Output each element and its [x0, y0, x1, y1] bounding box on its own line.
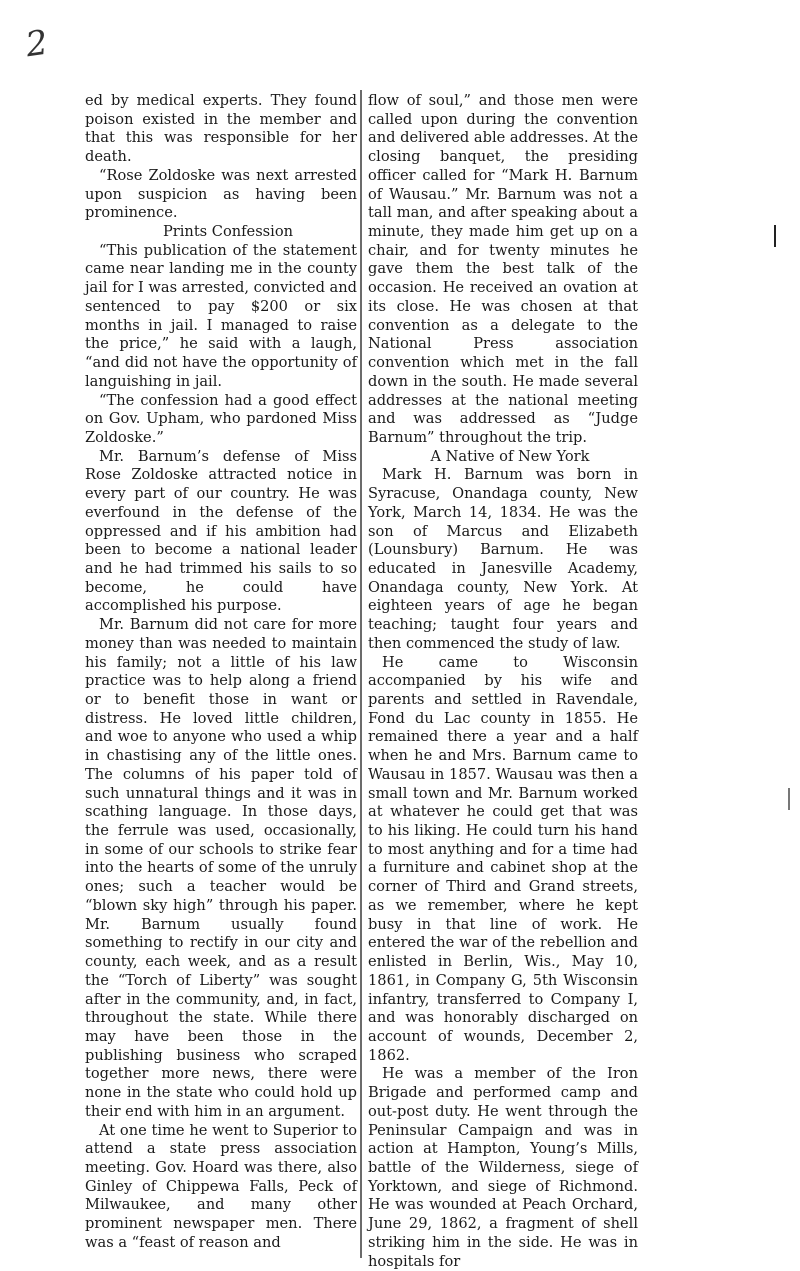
paragraph: “The confession had a good effect on Gov. Upham, who pardoned Miss Zoldoske.”	[85, 391, 357, 446]
paragraph: Mr. Barnum did not care for more money than was needed to maintain his family; not a little of his law practice was to help along a friend or to benefit those in want or distress. He loved little children, and woe to anyone who used a whip in chastising any of the little ones. The columns of his paper told of such unnatural things and it was in scathing language. In those days, the ferrule was used, occasionally, in some of our schools to strike fear into the hearts of some of the unruly ones; such a teacher would be “blown sky high” through his paper. Mr. Barnum usually found something to rectify in our city and county, each week, and as a result the “Torch of Liberty” was sought after in the community, and, in fact, throughout the state. While there may have been those in the publishing business who scraped together more news, there were none in the state who could hold up their end with him in an argument.	[85, 616, 357, 1120]
paragraph: Mark H. Barnum was born in Syracuse, Onandaga county, New York, March 14, 1834. He was the son of Marcus and Elizabeth (Lounsbury) Barnum. He was educated in Janesville Academy, Onandaga county, New York. At eighteen years of age he began teaching; taught four years and then commenced the study of law.	[368, 466, 638, 652]
paragraph: He was a member of the Iron Brigade and performed camp and out-post duty. He went through the Peninsular Campaign and was in action at Hampton, Young’s Mills, battle of the Wilderness, siege of Yorktown, and siege of Richmond. He was wounded at Peach Orchard, June 29, 1862, a fragment of shell striking him in the side. He was in hospitals for	[368, 1065, 638, 1270]
left-column	[85, 92, 357, 1253]
paragraph: “Rose Zoldoske was next arrested upon suspicion as having been prominence.	[85, 166, 357, 222]
paragraph: At one time he went to Superior to attend a state press association meeting. Gov. Hoard was there, also Ginley of Chippewa Falls, Peck of Milwaukee, and many other prominent newspaper men. There was a “feast of reason and	[85, 1121, 357, 1251]
paragraph: Mr. Barnum’s defense of Miss Rose Zoldoske attracted notice in every part of our country. He was everfound in the defense of the oppressed and if his ambition had been to become a national leader and he had trimmed his sails to so become, he could have accomplished his purpose.	[85, 447, 357, 615]
subheading-prints-confession: Prints Confession	[162, 223, 294, 241]
right-column	[368, 92, 638, 1271]
paragraph: ed by medical experts. They found poison existed in the member and that this was responsible for her death.	[85, 92, 357, 166]
paragraph: flow of soul,” and those men were called upon during the convention and delivered able addresses. At the closing banquet, the presiding officer called for “Mark H. Barnum of Wausau.” Mr. Barnum was not a tall man, and after speaking about a minute, they made him get up on a chair, and for twenty minutes he gave them the best talk of the occasion. He received an ovation at its close. He was chosen at that convention as a delegate to the National Press association convention which met in the fall down in the south. He made several addresses at the national meeting and was addressed as “Judge Barnum” throughout the trip.	[368, 92, 638, 446]
column-divider	[360, 90, 362, 1258]
page-number-marker: 2	[23, 22, 51, 66]
subheading-native-of-new-york: A Native of New York	[430, 447, 590, 465]
paragraph: “This publication of the statement came near landing me in the county jail for I was arrested, convicted and sentenced to pay $200 or six months in jail. I managed to raise the price,” he said with a laugh, “and did not have the opportunity of languishing in jail.	[85, 241, 357, 390]
paragraph: He came to Wisconsin accompanied by his wife and parents and settled in Ravendale, Fond du Lac county in 1855. He remained there a year and a half when he and Mrs. Barnum came to Wausau in 1857. Wausau was then a small town and Mr. Barnum worked at whatever he could get that was to his liking. He could turn his hand to most anything and for a time had a furniture and cabinet shop at the corner of Third and Grand streets, as we remember, where he kept busy in that line of work. He entered the war of the rebellion and enlisted in Berlin, Wis., May 10, 1861, in Company G, 5th Wisconsin infantry, transferred to Company I, and was honorably discharged on account of wounds, December 2, 1862.	[368, 653, 638, 1064]
margin-mark	[774, 225, 776, 247]
margin-mark	[788, 788, 790, 810]
